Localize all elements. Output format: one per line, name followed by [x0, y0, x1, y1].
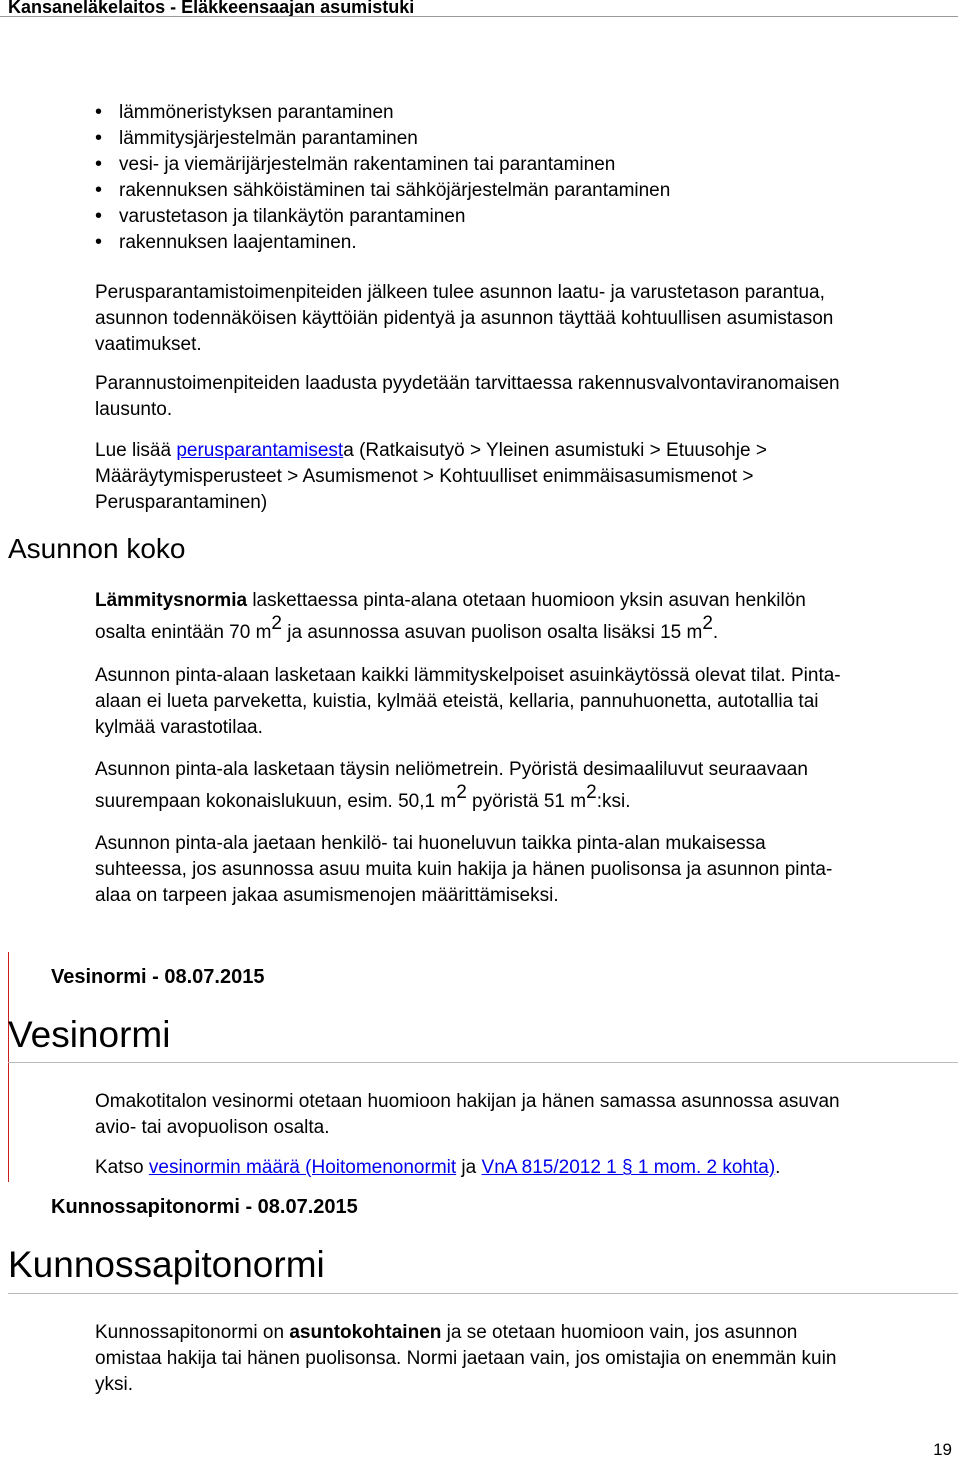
list-item: • rakennuksen laajentaminen. — [95, 231, 357, 253]
bullet-icon: • — [95, 179, 103, 201]
paragraph-perusparantaminen: Perusparantamistoimenpiteiden jälkeen tulee asunnon laatu- ja varustetason parantua, asunnon todennäköisen käyttöiän pidentyä ja asunnon täyttää kohtuullisen asumistason vaatimukset. — [95, 282, 834, 355]
paragraph-lammitysnormi: Lämmitysnormia laskettaessa pinta-alana otetaan huomioon yksin asuvan henkilön osalta enintään 70 $m^2$ ja asunnossa asuvan puolison osalta lisäksi 15 $m^2$. — [95, 590, 806, 643]
paragraph-kunnossapitonormi: Kunnossapitonormi on asuntokohtainen ja se otetaan huomioon vain, jos asunnon omistaa hakija tai hänen puolisonsa. Normi jaetaan vain, jos omistajia on enemmän kuin yksi. — [95, 1322, 837, 1395]
heading-asunnon-koko: Asunnon koko — [8, 533, 186, 564]
paragraph-vesinormi: Omakotitalon vesinormi otetaan huomioon hakijan ja hänen samassa asunnossa asuvan avio- tai avopuolison osalta. — [95, 1091, 840, 1138]
bullet-icon: • — [95, 101, 103, 123]
vesinormin-maara-link[interactable]: vesinormin määrä (Hoitomenonormit — [148, 1157, 457, 1178]
list-item: • rakennuksen sähköistäminen tai sähköjärjestelmän parantaminen — [95, 179, 671, 201]
paragraph-lausunto: Parannustoimenpiteiden laadusta pyydetään tarvittaessa rakennusvalvontaviranomaisen lausunto. — [95, 373, 840, 420]
bullet-icon: • — [95, 127, 103, 149]
heading-kunnossapitonormi: Kunnossapitonormi — [8, 1244, 325, 1285]
heading-vesinormi: Vesinormi — [8, 1014, 171, 1055]
paragraph-read-more: Lue lisää perusparantamisesta (Ratkaisutyö > Yleinen asumistuki > Etuusohje > Määräytymisperusteet > Asumismenot > Kohtuulliset enimmäisasumismenot > Perusparantaminen) — [95, 440, 767, 513]
list-item: • lämmitysjärjestelmän parantaminen — [95, 127, 418, 149]
bullet-icon: • — [95, 205, 103, 227]
paragraph-pinta-ala: Asunnon pinta-alaan lasketaan kaikki lämmityskelpoiset asuinkäytössä olevat tilat. Pinta- alaan ei lueta parveketta, kuistia, kylmää eteistä, kellaria, pannuhuonetta, autotallia tai kylmää varastotilaa. — [95, 665, 841, 738]
list-item: • vesi- ja viemärijärjestelmän rakentaminen tai parantaminen — [95, 153, 616, 175]
list-item: • varustetason ja tilankäytön parantaminen — [95, 205, 466, 227]
header-title: Kansaneläkelaitos - Eläkkeensaajan asumistuki — [8, 0, 415, 17]
vna-815-2012-link[interactable]: VnA 815/2012 1 § 1 mom. 2 kohta) — [481, 1157, 776, 1178]
paragraph-pyoristys: Asunnon pinta-ala lasketaan täysin neliömetrein. Pyöristä desimaaliluvut seuraavaan suurempaan kokonaislukuun, esim. 50,1 $m^2$ pyöristä 51 $m^2:ksi$. — [95, 759, 808, 812]
paragraph-katso: Katso vesinormin määrä (Hoitomenonormit ja VnA 815/2012 1 § 1 mom. 2 kohta). — [95, 1157, 781, 1178]
bullet-icon: • — [95, 153, 103, 175]
heading-divider — [8, 1293, 958, 1294]
list-item: • lämmöneristyksen parantaminen — [95, 101, 394, 123]
vesinormi-date-title: Vesinormi - 08.07.2015 — [51, 966, 265, 988]
bullet-icon: • — [95, 231, 103, 253]
header-divider — [0, 16, 958, 17]
heading-divider — [8, 1062, 958, 1063]
paragraph-jakaminen: Asunnon pinta-ala jaetaan henkilö- tai huoneluvun taikka pinta-alan mukaisessa suhteessa, jos asunnossa asuu muita kuin hakija ja hänen puolisonsa ja asunnon pinta- alaa on tarpeen jakaa asumismenojen määrittämiseksi. — [95, 833, 833, 906]
perusparantaminen-link[interactable]: perusparantamisest — [176, 440, 344, 461]
page-number: 19 — [933, 1440, 952, 1459]
kunnossapitonormi-date-title: Kunnossapitonormi - 08.07.2015 — [51, 1196, 358, 1218]
section-marker-line — [8, 952, 9, 1182]
improvement-list — [95, 100, 670, 256]
